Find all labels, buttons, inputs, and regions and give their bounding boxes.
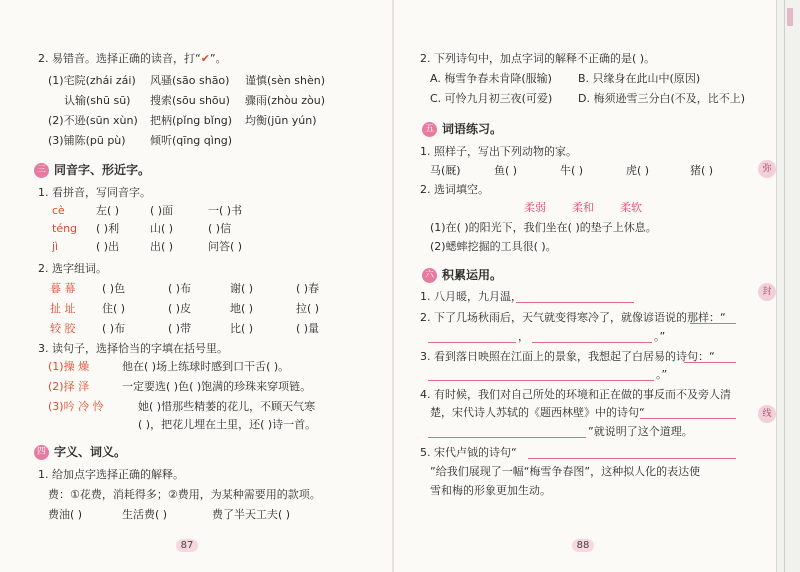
question-text: 1. 照样子，写出下列动物的家。 <box>420 145 577 158</box>
char-pair: 暮 幕 <box>50 282 76 295</box>
pron-item: 骤雨(zhòu zòu) <box>245 94 326 107</box>
pron-item: (1)宅院(zhái zái) <box>48 74 136 87</box>
option-c: C. 可怜九月初三夜(可爱) <box>430 92 553 105</box>
sentence-text: ( )，把花儿埋在土里，还( )诗一首。 <box>138 418 317 431</box>
blank-item: 谢( ) <box>230 282 254 295</box>
animal-home-item: 马(厩) <box>430 164 461 177</box>
blank-item: 费油( ) <box>48 508 83 521</box>
word-choice: 柔和 <box>572 201 594 214</box>
blank-item: 一( )书 <box>208 204 243 217</box>
answer-line[interactable] <box>640 418 736 419</box>
answer-line[interactable] <box>684 362 736 363</box>
animal-home-item: 牛( ) <box>560 164 584 177</box>
page-number-left: 87 <box>176 539 198 552</box>
definition-text: 费：①花费，消耗得多；②费用，为某种需要用的款项。 <box>48 488 321 501</box>
char-pair: 扯 址 <box>50 302 76 315</box>
pron-item: 搜索(sōu shōu) <box>150 94 230 107</box>
word-choice: 柔软 <box>620 201 642 214</box>
animal-home-item: 鱼( ) <box>494 164 518 177</box>
sentence-text: 他在( )场上练球时感到口干舌( )。 <box>122 360 290 373</box>
pron-item: 风骚(sāo shāo) <box>150 74 230 87</box>
blank-item: 生活费( ) <box>122 508 168 521</box>
item-1-text: 1. 八月暖，九月温， <box>420 290 522 303</box>
answer-line[interactable] <box>690 323 736 324</box>
right-q2-title: 2. 下列诗句中，加点字词的解释不正确的是( )。 <box>420 52 656 65</box>
section-title-6: 积累运用。 <box>442 268 503 282</box>
blank-item: ( )量 <box>296 322 320 335</box>
pron-item: 均衡(jūn yún) <box>245 114 317 127</box>
animal-home-item: 虎( ) <box>626 164 650 177</box>
item-3-text: 3. 看到落日映照在江面上的景象，我想起了白居易的诗句：“ <box>420 350 715 363</box>
section-badge-3: 三 <box>34 163 49 178</box>
section-title-4: 字义、词义。 <box>54 445 127 459</box>
blank-item: 问答( ) <box>208 240 243 253</box>
pron-item: 倾听(qīng qìng) <box>150 134 233 147</box>
blank-item: ( )色 <box>102 282 126 295</box>
blank-item: 住( ) <box>102 302 126 315</box>
char-choices: (3)吟 冷 怜 <box>48 400 104 413</box>
left-q2-title-text: 2. 易错音。选择正确的读音，打“ <box>38 52 201 65</box>
word-choice: 柔弱 <box>524 201 546 214</box>
answer-line[interactable] <box>532 342 652 343</box>
blank-item: ( )利 <box>96 222 120 235</box>
pron-item: 谨慎(sèn shèn) <box>245 74 325 87</box>
section-title-5: 词语练习。 <box>442 122 503 136</box>
section-title-3: 同音字、形近字。 <box>54 163 151 177</box>
blank-item: 地( ) <box>230 302 254 315</box>
option-d: D. 梅须逊雪三分白(不及，比不上) <box>578 92 746 105</box>
blank-item: ( )布 <box>102 322 126 335</box>
pron-item: 把柄(pǐng bǐng) <box>150 114 233 127</box>
answer-line[interactable] <box>528 458 736 459</box>
sentence-text: (1)在( )的阳光下，我们坐在( )的垫子上休息。 <box>430 221 657 234</box>
answer-line[interactable] <box>428 437 586 438</box>
blank-item: 拉( ) <box>296 302 320 315</box>
pinyin-label: cè <box>52 204 65 217</box>
question-text: 3. 读句子，选择恰当的字填在括号里。 <box>38 342 228 355</box>
item-4-text: ”就说明了这个道理。 <box>588 425 693 438</box>
item-5-text: 5. 宋代卢钺的诗句“ <box>420 446 517 459</box>
pron-item: (2)不逊(sūn xùn) <box>48 114 138 127</box>
blank-item: ( )皮 <box>168 302 192 315</box>
char-pair: 较 胶 <box>50 322 76 335</box>
pinyin-label: jì <box>52 240 59 253</box>
question-text: 2. 选字组词。 <box>38 262 107 275</box>
animal-home-item: 猪( ) <box>690 164 714 177</box>
pinyin-label: téng <box>52 222 78 235</box>
answer-line[interactable] <box>428 380 654 381</box>
sentence-text: (2)蟋蟀挖掘的工具很( )。 <box>430 240 557 253</box>
left-q2-title-end: ”。 <box>209 52 227 65</box>
sentence-text: 一定要选( )色( )饱满的珍珠来穿项链。 <box>122 380 312 393</box>
binding-tab <box>787 8 793 26</box>
blank-item: ( )信 <box>208 222 232 235</box>
seal-char-1: 弥 <box>758 160 776 178</box>
checkmark-icon: ✔ <box>200 52 210 65</box>
seal-char-3: 线 <box>758 405 776 423</box>
option-a: A. 梅雪争春未肯降(服输) <box>430 72 552 85</box>
item-5-text: 雪和梅的形象更加生动。 <box>430 484 551 497</box>
punct: 。” <box>654 330 666 343</box>
blank-item: 山( ) <box>150 222 174 235</box>
blank-item: ( )布 <box>168 282 192 295</box>
item-5-text: ”给我们展现了一幅“梅雪争春图”，这种拟人化的表达使 <box>430 465 701 478</box>
binding-line <box>784 0 785 572</box>
char-choices: (2)择 泽 <box>48 380 90 393</box>
pron-item: 认输(shū sū) <box>64 94 131 107</box>
item-2-text: 2. 下了几场秋雨后，天气就变得寒冷了，就像谚语说的那样：“ <box>420 311 726 324</box>
center-gutter <box>392 0 394 572</box>
blank-item: 左( ) <box>96 204 120 217</box>
blank-item: 出( ) <box>150 240 174 253</box>
seal-char-2: 封 <box>758 283 776 301</box>
pron-item: (3)铺陈(pū pù) <box>48 134 126 147</box>
binding-edge <box>776 0 800 572</box>
item-4-text: 楚，宋代诗人苏轼的《题西林壁》中的诗句“ <box>430 406 645 419</box>
left-q2-title <box>38 52 227 66</box>
blank-item: 费了半天工夫( ) <box>212 508 291 521</box>
blank-item: ( )面 <box>150 204 174 217</box>
option-b: B. 只缘身在此山中(原因) <box>578 72 701 85</box>
blank-item: 比( ) <box>230 322 254 335</box>
answer-line[interactable] <box>516 302 634 303</box>
blank-item: ( )带 <box>168 322 192 335</box>
punct: ， <box>518 330 529 343</box>
question-text: 2. 选词填空。 <box>420 183 489 196</box>
section-badge-4: 四 <box>34 445 49 460</box>
punct: 。” <box>656 368 668 381</box>
sentence-text: 她( )惜那些精萎的花儿，不顾天气寒 <box>138 400 316 413</box>
question-text: 1. 给加点字选择正确的解释。 <box>38 468 184 481</box>
blank-item: ( )出 <box>96 240 120 253</box>
section-badge-5: 五 <box>422 122 437 137</box>
section-badge-6: 六 <box>422 268 437 283</box>
item-4-text: 4. 有时候，我们对自己所处的环境和正在做的事反而不及旁人清 <box>420 388 731 401</box>
page-number-right: 88 <box>572 539 594 552</box>
question-text: 1. 看拼音，写同音字。 <box>38 186 151 199</box>
blank-item: ( )春 <box>296 282 320 295</box>
answer-line[interactable] <box>428 342 516 343</box>
char-choices: (1)操 燥 <box>48 360 90 373</box>
